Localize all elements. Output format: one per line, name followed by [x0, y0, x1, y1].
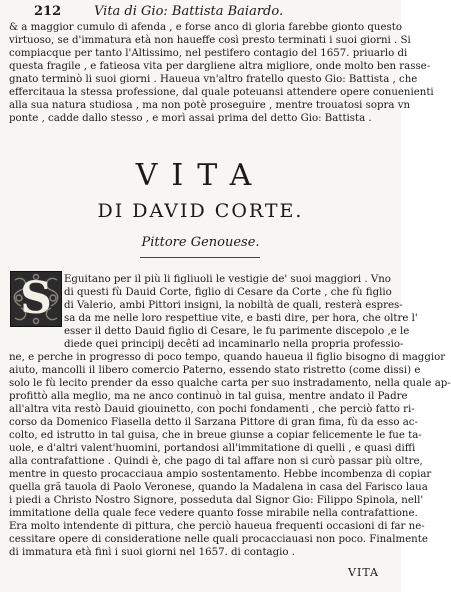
text-line: mentre in questo procacciaua ampio sostentamento. Hebbe incombenza di copiar [9, 469, 432, 480]
text-line: alla sua natura studiosa , ma non potè proseguire , mentre trouatosi sopra vn [9, 100, 411, 111]
text-line: effercitaua la stessa professione, dal quale poteuansi attendere opere conuenienti [9, 87, 434, 98]
text-line: immitatione della quale fece vedere quanto fosse mirabile nella contrafattione. [9, 508, 418, 519]
text-line: profittò alla meglio, ma ne anco continuò in tal guisa, mentre andato il Padre [9, 391, 408, 402]
chapter-title: VITA [135, 158, 266, 193]
text-line: diede quei principij decêti ad incaminarlo nella propria professio- [64, 339, 404, 350]
text-line: Eguitano per il più li figliuoli le vestigie de' suoi maggiori . Vno [64, 274, 391, 285]
text-line: compiacque per tanto l'Altissimo, nel pestifero contagio del 1657. priuarlo di [9, 48, 408, 59]
text-line: colto, ed istrutto in tal guisa, che in breue giunse a copiar felicemente le fue ta- [9, 430, 422, 441]
chapter-subtitle: Pittore Genouese. [141, 235, 260, 250]
chapter-subject: DI DAVID CORTE. [97, 200, 304, 222]
title-rule [140, 257, 260, 258]
text-line: all'altra vita restò Dauid giouinetto, con pochi fondamenti , che perciò fatto ri- [9, 404, 415, 415]
text-line: questa fragile , e fatieosa vita per dargliene altra migliore, onde molto ben rasse- [9, 61, 431, 72]
main-paragraph [9, 273, 451, 559]
text-line: esser il detto Dauid figlio di Cesare, le fu parimente discepolo ,e le [64, 326, 410, 337]
text-line: gnato terminò li suoi giorni . Haueua vn'altro fratello questo Gio: Battista , che [9, 74, 418, 85]
text-line: corso da Domenico Fiasella detto il Sarzana Pittore di gran fima, fù da esso ac- [9, 417, 418, 428]
text-line: & a maggior cumulo di afenda , e forse anco di gloria farebbe gionto questo [9, 22, 402, 33]
text-line: i piedi a Christo Nostro Signore, posseduta dal Signor Gio: Filippo Spinola, nell' [9, 495, 424, 506]
drop-cap-letter: S [20, 273, 52, 324]
text-line: uole, e d'altri valent'huomini, portandosi all'immitatione di quelli , e quasi diffi [9, 443, 416, 454]
text-line: aiuto, mancolli il libero comercio Paterno, essendo stato ristretto (come dissi) e [9, 365, 421, 376]
running-title: Vita di Gio: Battista Baiardo. [94, 4, 284, 19]
text-line: di questi fù Dauid Corte, figlio di Cesare da Corte , che fù figlio [64, 287, 392, 298]
text-line: ne, e perche in progresso di poco tempo, quando haueua il figlio bisogno di maggior [9, 352, 446, 363]
page-number: 212 [34, 4, 62, 19]
text-line: di immatura età finì i suoi giorni nel 1657. di contagio . [9, 547, 296, 558]
text-line: di Valerio, ambi Pittori insigni, la nobiltà de quali, resterà espres- [64, 300, 403, 311]
text-line: quella grã tauola di Paolo Veronese, quando la Madalena in casa del Farisco laua [9, 482, 428, 493]
text-line: Era molto intendente di pittura, che perciò haueua frequenti occasioni di far ne- [9, 521, 425, 532]
page-header [8, 4, 391, 20]
text-line: alla contrafattione . Quindi è, che pago di tal affare non si curò passar più oltre, [9, 456, 423, 467]
text-line: cessitare opere di consideratione nelle quali procacciauasi non poco. Finalmente [9, 534, 428, 545]
catchword: VITA [348, 566, 379, 579]
text-line: ponte , cadde dallo stesso , e morì assai prima del detto Gio: Battista . [9, 113, 372, 124]
text-line: solo le fù lecito prender da esso qualche carta per suo instradamento, nella quale ap- [9, 378, 451, 389]
text-line: virtuoso, se d'immatura età non haueffe così presto terminati i suoi giorni . Si [9, 35, 411, 46]
text-line: sa da me nelle loro respettiue vite, e basti dire, per hora, che oltre l' [64, 313, 418, 324]
upper-paragraph [9, 21, 434, 125]
